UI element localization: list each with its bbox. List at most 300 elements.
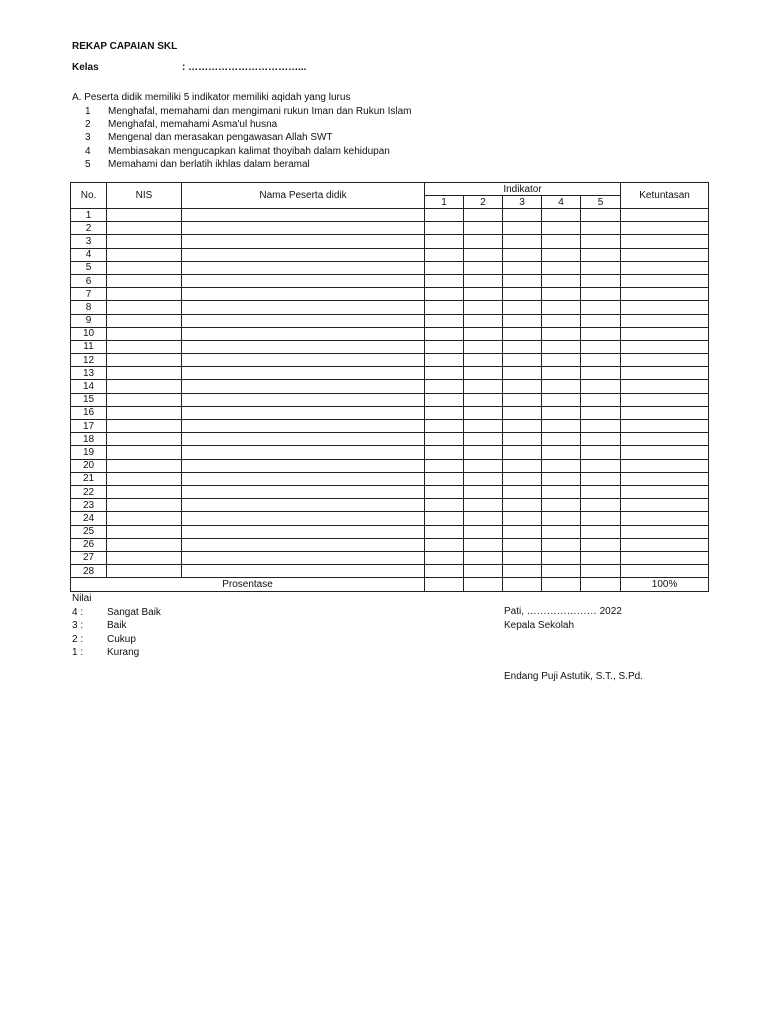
nama-cell bbox=[182, 222, 425, 235]
nama-cell bbox=[182, 327, 425, 340]
table-row bbox=[71, 446, 709, 459]
indikator-2-cell bbox=[464, 512, 503, 525]
table-row bbox=[71, 301, 709, 314]
indikator-4-cell bbox=[542, 222, 581, 235]
footer-indikator-cell bbox=[503, 578, 542, 592]
table-row bbox=[71, 499, 709, 512]
indicator-number: 3 bbox=[85, 132, 91, 144]
nis-cell bbox=[107, 393, 182, 406]
indikator-5-cell bbox=[581, 433, 621, 446]
nis-cell bbox=[107, 433, 182, 446]
indikator-2-cell bbox=[464, 472, 503, 485]
indikator-4-cell bbox=[542, 446, 581, 459]
row-number: 7 bbox=[71, 288, 107, 301]
kelas-label: Kelas bbox=[72, 62, 99, 73]
footer-prosentase-label: Prosentase bbox=[71, 578, 425, 592]
legend-label: Sangat Baik bbox=[107, 606, 161, 618]
indikator-1-cell bbox=[425, 314, 464, 327]
indikator-2-cell bbox=[464, 406, 503, 419]
indikator-5-cell bbox=[581, 485, 621, 498]
legend-code: 3 : bbox=[72, 620, 84, 631]
nama-cell bbox=[182, 512, 425, 525]
row-number: 27 bbox=[71, 551, 107, 564]
indikator-4-cell bbox=[542, 288, 581, 301]
indikator-4-cell bbox=[542, 235, 581, 248]
ketuntasan-cell bbox=[621, 485, 709, 498]
indicator-number: 1 bbox=[85, 106, 91, 117]
ketuntasan-cell bbox=[621, 446, 709, 459]
indikator-3-cell bbox=[503, 551, 542, 564]
table-row bbox=[71, 565, 709, 578]
nis-cell bbox=[107, 538, 182, 551]
indikator-4-cell bbox=[542, 499, 581, 512]
nis-cell bbox=[107, 288, 182, 301]
legend-item bbox=[72, 633, 161, 647]
indikator-4-cell bbox=[542, 472, 581, 485]
ketuntasan-cell bbox=[621, 433, 709, 446]
indikator-2-cell bbox=[464, 565, 503, 578]
legend-title: Nilai bbox=[72, 593, 92, 604]
indikator-3-cell bbox=[503, 367, 542, 380]
indikator-1-cell bbox=[425, 551, 464, 564]
indikator-4-cell bbox=[542, 433, 581, 446]
indikator-2-cell bbox=[464, 274, 503, 287]
indikator-4-cell bbox=[542, 327, 581, 340]
indikator-2-cell bbox=[464, 222, 503, 235]
indikator-2-cell bbox=[464, 261, 503, 274]
indikator-1-cell bbox=[425, 248, 464, 261]
nis-cell bbox=[107, 248, 182, 261]
nis-cell bbox=[107, 209, 182, 222]
indikator-1-cell bbox=[425, 499, 464, 512]
footer-indikator-cell bbox=[464, 578, 503, 592]
table-row bbox=[71, 354, 709, 367]
row-number: 14 bbox=[71, 380, 107, 393]
table-row bbox=[71, 235, 709, 248]
indikator-2-cell bbox=[464, 209, 503, 222]
ketuntasan-cell bbox=[621, 235, 709, 248]
row-number: 11 bbox=[71, 340, 107, 353]
indikator-3-cell bbox=[503, 380, 542, 393]
indikator-5-cell bbox=[581, 301, 621, 314]
header-indikator-2: 2 bbox=[464, 196, 503, 209]
row-number: 22 bbox=[71, 485, 107, 498]
table-row bbox=[71, 274, 709, 287]
indikator-3-cell bbox=[503, 446, 542, 459]
indikator-4-cell bbox=[542, 459, 581, 472]
indikator-4-cell bbox=[542, 340, 581, 353]
nis-cell bbox=[107, 235, 182, 248]
nama-cell bbox=[182, 538, 425, 551]
indikator-1-cell bbox=[425, 274, 464, 287]
indikator-2-cell bbox=[464, 367, 503, 380]
indikator-1-cell bbox=[425, 261, 464, 274]
indikator-5-cell bbox=[581, 446, 621, 459]
nama-cell bbox=[182, 288, 425, 301]
table-row bbox=[71, 327, 709, 340]
footer-indikator-cell bbox=[581, 578, 621, 592]
indikator-2-cell bbox=[464, 446, 503, 459]
header-nis: NIS bbox=[107, 183, 182, 209]
indikator-1-cell bbox=[425, 565, 464, 578]
ketuntasan-cell bbox=[621, 288, 709, 301]
ketuntasan-cell bbox=[621, 551, 709, 564]
indikator-2-cell bbox=[464, 485, 503, 498]
row-number: 17 bbox=[71, 420, 107, 433]
row-number: 19 bbox=[71, 446, 107, 459]
indicator-text: Membiasakan mengucapkan kalimat thoyibah dalam kehidupan bbox=[108, 145, 390, 157]
indikator-1-cell bbox=[425, 222, 464, 235]
nis-cell bbox=[107, 354, 182, 367]
indikator-1-cell bbox=[425, 288, 464, 301]
legend-item bbox=[72, 619, 161, 633]
indikator-4-cell bbox=[542, 420, 581, 433]
header-indikator-1: 1 bbox=[425, 196, 464, 209]
nis-cell bbox=[107, 420, 182, 433]
table-row bbox=[71, 485, 709, 498]
indikator-4-cell bbox=[542, 512, 581, 525]
page-title: REKAP CAPAIAN SKL bbox=[72, 41, 178, 52]
indikator-1-cell bbox=[425, 354, 464, 367]
indikator-5-cell bbox=[581, 235, 621, 248]
row-number: 8 bbox=[71, 301, 107, 314]
ketuntasan-cell bbox=[621, 420, 709, 433]
row-number: 6 bbox=[71, 274, 107, 287]
legend-code: 4 : bbox=[72, 606, 84, 618]
nis-cell bbox=[107, 367, 182, 380]
nama-cell bbox=[182, 499, 425, 512]
legend-code: 2 : bbox=[72, 633, 84, 645]
nis-cell bbox=[107, 327, 182, 340]
indikator-1-cell bbox=[425, 327, 464, 340]
indikator-2-cell bbox=[464, 301, 503, 314]
indikator-2-cell bbox=[464, 380, 503, 393]
nama-cell bbox=[182, 274, 425, 287]
indikator-5-cell bbox=[581, 314, 621, 327]
indikator-3-cell bbox=[503, 499, 542, 512]
indikator-5-cell bbox=[581, 538, 621, 551]
indikator-5-cell bbox=[581, 248, 621, 261]
indikator-2-cell bbox=[464, 538, 503, 551]
indikator-2-cell bbox=[464, 354, 503, 367]
indicator-number: 4 bbox=[85, 145, 91, 157]
indikator-3-cell bbox=[503, 261, 542, 274]
indikator-5-cell bbox=[581, 367, 621, 380]
table-row bbox=[71, 367, 709, 380]
table-body bbox=[71, 209, 709, 578]
indikator-2-cell bbox=[464, 248, 503, 261]
ketuntasan-cell bbox=[621, 314, 709, 327]
nis-cell bbox=[107, 512, 182, 525]
indikator-5-cell bbox=[581, 261, 621, 274]
table-row bbox=[71, 420, 709, 433]
table-row bbox=[71, 340, 709, 353]
ketuntasan-cell bbox=[621, 222, 709, 235]
indicator-number: 2 bbox=[85, 119, 91, 131]
indikator-1-cell bbox=[425, 525, 464, 538]
indikator-2-cell bbox=[464, 314, 503, 327]
ketuntasan-cell bbox=[621, 261, 709, 274]
nis-cell bbox=[107, 380, 182, 393]
indikator-4-cell bbox=[542, 380, 581, 393]
indikator-1-cell bbox=[425, 393, 464, 406]
indikator-3-cell bbox=[503, 485, 542, 498]
indikator-5-cell bbox=[581, 380, 621, 393]
indicator-text: Menghafal, memahami Asma'ul husna bbox=[108, 119, 278, 131]
table-row bbox=[71, 551, 709, 564]
indikator-3-cell bbox=[503, 301, 542, 314]
nis-cell bbox=[107, 261, 182, 274]
indikator-4-cell bbox=[542, 314, 581, 327]
row-number: 10 bbox=[71, 327, 107, 340]
indikator-3-cell bbox=[503, 393, 542, 406]
indikator-5-cell bbox=[581, 551, 621, 564]
table-row bbox=[71, 525, 709, 538]
ketuntasan-cell bbox=[621, 380, 709, 393]
indikator-4-cell bbox=[542, 565, 581, 578]
footer-indikator-cell bbox=[542, 578, 581, 592]
nis-cell bbox=[107, 446, 182, 459]
indikator-1-cell bbox=[425, 209, 464, 222]
nama-cell bbox=[182, 525, 425, 538]
indicator-item bbox=[85, 131, 412, 144]
nis-cell bbox=[107, 301, 182, 314]
nama-cell bbox=[182, 354, 425, 367]
table-row bbox=[71, 314, 709, 327]
indikator-1-cell bbox=[425, 301, 464, 314]
footer-indikator-cell bbox=[425, 578, 464, 592]
place-date: Pati, ………………… 2022 bbox=[504, 606, 622, 617]
indikator-2-cell bbox=[464, 393, 503, 406]
ketuntasan-cell bbox=[621, 538, 709, 551]
indikator-2-cell bbox=[464, 327, 503, 340]
nama-cell bbox=[182, 406, 425, 419]
indicator-text: Mengenal dan merasakan pengawasan Allah SWT bbox=[108, 132, 333, 144]
row-number: 18 bbox=[71, 433, 107, 446]
nis-cell bbox=[107, 565, 182, 578]
table-row bbox=[71, 433, 709, 446]
indikator-3-cell bbox=[503, 235, 542, 248]
row-number: 26 bbox=[71, 538, 107, 551]
ketuntasan-cell bbox=[621, 301, 709, 314]
indikator-5-cell bbox=[581, 565, 621, 578]
table-row bbox=[71, 512, 709, 525]
table-footer-row bbox=[71, 578, 709, 592]
nilai-legend bbox=[72, 592, 161, 660]
nis-cell bbox=[107, 472, 182, 485]
nis-cell bbox=[107, 406, 182, 419]
indikator-5-cell bbox=[581, 393, 621, 406]
nama-cell bbox=[182, 433, 425, 446]
nama-cell bbox=[182, 235, 425, 248]
indikator-5-cell bbox=[581, 459, 621, 472]
indikator-1-cell bbox=[425, 367, 464, 380]
ketuntasan-cell bbox=[621, 565, 709, 578]
ketuntasan-cell bbox=[621, 354, 709, 367]
indikator-3-cell bbox=[503, 340, 542, 353]
indikator-1-cell bbox=[425, 406, 464, 419]
ketuntasan-cell bbox=[621, 512, 709, 525]
indikator-3-cell bbox=[503, 420, 542, 433]
indikator-4-cell bbox=[542, 301, 581, 314]
indikator-2-cell bbox=[464, 288, 503, 301]
indikator-2-cell bbox=[464, 459, 503, 472]
header-nama: Nama Peserta didik bbox=[182, 183, 425, 209]
signer-role: Kepala Sekolah bbox=[504, 619, 575, 631]
indicator-text: Menghafal, memahami dan mengimani rukun Iman dan Rukun Islam bbox=[108, 106, 412, 117]
indikator-3-cell bbox=[503, 472, 542, 485]
ketuntasan-cell bbox=[621, 406, 709, 419]
row-number: 28 bbox=[71, 565, 107, 578]
row-number: 21 bbox=[71, 472, 107, 485]
indicator-item bbox=[85, 118, 412, 131]
indikator-1-cell bbox=[425, 538, 464, 551]
indikator-4-cell bbox=[542, 209, 581, 222]
indicator-number: 5 bbox=[85, 158, 91, 170]
header-indikator-3: 3 bbox=[503, 196, 542, 209]
table-row bbox=[71, 472, 709, 485]
nis-cell bbox=[107, 485, 182, 498]
footer-ketuntasan-value: 100% bbox=[621, 578, 709, 592]
row-number: 20 bbox=[71, 459, 107, 472]
indikator-2-cell bbox=[464, 499, 503, 512]
nis-cell bbox=[107, 499, 182, 512]
table-row bbox=[71, 538, 709, 551]
indikator-3-cell bbox=[503, 288, 542, 301]
indikator-4-cell bbox=[542, 393, 581, 406]
indikator-1-cell bbox=[425, 433, 464, 446]
nama-cell bbox=[182, 314, 425, 327]
indikator-2-cell bbox=[464, 525, 503, 538]
table-row bbox=[71, 380, 709, 393]
indikator-4-cell bbox=[542, 248, 581, 261]
ketuntasan-cell bbox=[621, 209, 709, 222]
indikator-5-cell bbox=[581, 499, 621, 512]
indikator-3-cell bbox=[503, 512, 542, 525]
indikator-3-cell bbox=[503, 565, 542, 578]
indicator-item bbox=[85, 158, 412, 171]
legend-label: Cukup bbox=[107, 633, 136, 645]
indikator-4-cell bbox=[542, 538, 581, 551]
indikator-5-cell bbox=[581, 327, 621, 340]
row-number: 24 bbox=[71, 512, 107, 525]
indikator-3-cell bbox=[503, 525, 542, 538]
ketuntasan-cell bbox=[621, 327, 709, 340]
table-row bbox=[71, 261, 709, 274]
indicator-item bbox=[85, 145, 412, 158]
indikator-3-cell bbox=[503, 222, 542, 235]
ketuntasan-cell bbox=[621, 248, 709, 261]
row-number: 9 bbox=[71, 314, 107, 327]
row-number: 5 bbox=[71, 261, 107, 274]
indikator-3-cell bbox=[503, 209, 542, 222]
indikator-3-cell bbox=[503, 538, 542, 551]
nis-cell bbox=[107, 314, 182, 327]
indikator-3-cell bbox=[503, 459, 542, 472]
nama-cell bbox=[182, 393, 425, 406]
nama-cell bbox=[182, 248, 425, 261]
indikator-3-cell bbox=[503, 248, 542, 261]
row-number: 1 bbox=[71, 209, 107, 222]
row-number: 13 bbox=[71, 367, 107, 380]
indikator-5-cell bbox=[581, 406, 621, 419]
nama-cell bbox=[182, 209, 425, 222]
legend-item bbox=[72, 646, 161, 660]
indikator-2-cell bbox=[464, 340, 503, 353]
legend-code: 1 : bbox=[72, 647, 84, 658]
row-number: 25 bbox=[71, 525, 107, 538]
nama-cell bbox=[182, 367, 425, 380]
nama-cell bbox=[182, 301, 425, 314]
table-row bbox=[71, 222, 709, 235]
indicator-item bbox=[85, 105, 412, 118]
kelas-value: : ……………………………... bbox=[182, 62, 307, 73]
indikator-4-cell bbox=[542, 261, 581, 274]
indikator-4-cell bbox=[542, 354, 581, 367]
nis-cell bbox=[107, 222, 182, 235]
ketuntasan-cell bbox=[621, 459, 709, 472]
indikator-2-cell bbox=[464, 551, 503, 564]
nis-cell bbox=[107, 459, 182, 472]
indikator-1-cell bbox=[425, 340, 464, 353]
legend-label: Kurang bbox=[107, 647, 140, 658]
section-a-intro: A. Peserta didik memiliki 5 indikator memiliki aqidah yang lurus bbox=[72, 92, 351, 103]
indikator-1-cell bbox=[425, 472, 464, 485]
table-row bbox=[71, 248, 709, 261]
row-number: 2 bbox=[71, 222, 107, 235]
nama-cell bbox=[182, 420, 425, 433]
indikator-5-cell bbox=[581, 340, 621, 353]
indikator-1-cell bbox=[425, 235, 464, 248]
legend-item bbox=[72, 606, 161, 620]
indikator-5-cell bbox=[581, 512, 621, 525]
indikator-5-cell bbox=[581, 222, 621, 235]
row-number: 4 bbox=[71, 248, 107, 261]
table-row bbox=[71, 288, 709, 301]
nama-cell bbox=[182, 340, 425, 353]
indikator-4-cell bbox=[542, 485, 581, 498]
table-row bbox=[71, 393, 709, 406]
header-indikator: Indikator bbox=[425, 183, 621, 196]
table-header-row bbox=[71, 183, 709, 196]
nama-cell bbox=[182, 551, 425, 564]
header-indikator-5: 5 bbox=[581, 196, 621, 209]
indikator-4-cell bbox=[542, 525, 581, 538]
nis-cell bbox=[107, 274, 182, 287]
nama-cell bbox=[182, 261, 425, 274]
indikator-3-cell bbox=[503, 406, 542, 419]
indikator-3-cell bbox=[503, 354, 542, 367]
signer-name: Endang Puji Astutik, S.T., S.Pd. bbox=[504, 671, 643, 682]
nama-cell bbox=[182, 380, 425, 393]
row-number: 15 bbox=[71, 393, 107, 406]
table-row bbox=[71, 459, 709, 472]
indikator-5-cell bbox=[581, 288, 621, 301]
ketuntasan-cell bbox=[621, 472, 709, 485]
indikator-1-cell bbox=[425, 446, 464, 459]
header-no: No. bbox=[71, 183, 107, 209]
indikator-1-cell bbox=[425, 459, 464, 472]
table-row bbox=[71, 406, 709, 419]
rekap-table bbox=[70, 182, 709, 592]
indikator-2-cell bbox=[464, 235, 503, 248]
indikator-4-cell bbox=[542, 406, 581, 419]
indikator-5-cell bbox=[581, 420, 621, 433]
indicator-text: Memahami dan berlatih ikhlas dalam beramal bbox=[108, 158, 310, 170]
indikator-2-cell bbox=[464, 433, 503, 446]
row-number: 23 bbox=[71, 499, 107, 512]
indikator-3-cell bbox=[503, 274, 542, 287]
